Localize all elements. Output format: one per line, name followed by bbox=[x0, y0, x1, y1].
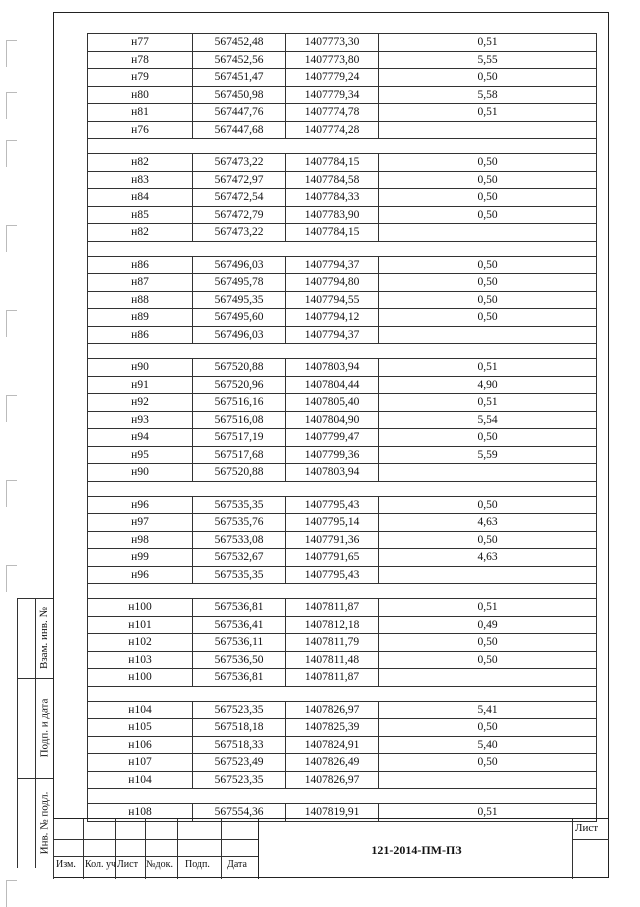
table-row bbox=[88, 496, 597, 514]
y-coord-cell: 1407791,65 bbox=[286, 549, 379, 567]
distance-cell: 0,51 bbox=[379, 104, 597, 122]
table-row bbox=[88, 154, 597, 172]
distance-cell: 0,50 bbox=[379, 256, 597, 274]
point-id-cell: н89 bbox=[88, 309, 193, 327]
distance-cell: 0,51 bbox=[379, 34, 597, 52]
distance-cell: 0,50 bbox=[379, 634, 597, 652]
distance-cell: 0,51 bbox=[379, 394, 597, 412]
y-coord-cell: 1407779,34 bbox=[286, 86, 379, 104]
distance-cell: 0,50 bbox=[379, 429, 597, 447]
distance-cell bbox=[379, 464, 597, 482]
distance-cell: 0,51 bbox=[379, 599, 597, 617]
distance-cell: 4,63 bbox=[379, 549, 597, 567]
y-coord-cell: 1407784,15 bbox=[286, 154, 379, 172]
sign-date-label: Подп. и дата bbox=[38, 698, 51, 758]
coordinates-table bbox=[87, 33, 597, 822]
y-coord-cell: 1407773,80 bbox=[286, 51, 379, 69]
distance-cell bbox=[379, 771, 597, 789]
table-row bbox=[88, 104, 597, 122]
point-id-cell: н84 bbox=[88, 189, 193, 207]
table-row bbox=[88, 701, 597, 719]
table-row bbox=[88, 651, 597, 669]
x-coord-cell: 567518,33 bbox=[193, 736, 286, 754]
x-coord-cell: 567536,81 bbox=[193, 599, 286, 617]
point-id-cell: н86 bbox=[88, 256, 193, 274]
x-coord-cell: 567536,81 bbox=[193, 669, 286, 687]
sheet-box bbox=[572, 819, 609, 879]
distance-cell: 0,50 bbox=[379, 531, 597, 549]
x-coord-cell: 567447,76 bbox=[193, 104, 286, 122]
sheet-label: Лист bbox=[575, 822, 599, 834]
point-id-cell: н97 bbox=[88, 514, 193, 532]
y-coord-cell: 1407803,94 bbox=[286, 359, 379, 377]
table-row bbox=[88, 754, 597, 772]
point-id-cell: н101 bbox=[88, 616, 193, 634]
point-id-cell: н95 bbox=[88, 446, 193, 464]
original-inv-label: Инв. № подл. bbox=[38, 791, 50, 855]
point-id-cell: н94 bbox=[88, 429, 193, 447]
x-coord-cell: 567473,22 bbox=[193, 154, 286, 172]
distance-cell: 5,54 bbox=[379, 411, 597, 429]
replaced-inv-label: Взам. инв. № bbox=[38, 607, 50, 669]
distance-cell: 4,90 bbox=[379, 376, 597, 394]
table-row bbox=[88, 599, 597, 617]
table-row bbox=[88, 719, 597, 737]
point-id-cell: н99 bbox=[88, 549, 193, 567]
x-coord-cell: 567516,08 bbox=[193, 411, 286, 429]
y-coord-cell: 1407804,90 bbox=[286, 411, 379, 429]
x-coord-cell: 567451,47 bbox=[193, 69, 286, 87]
x-coord-cell: 567472,79 bbox=[193, 206, 286, 224]
x-coord-cell: 567535,76 bbox=[193, 514, 286, 532]
table-row bbox=[88, 256, 597, 274]
y-coord-cell: 1407811,87 bbox=[286, 669, 379, 687]
distance-cell: 0,50 bbox=[379, 719, 597, 737]
distance-cell bbox=[379, 121, 597, 139]
table-row bbox=[88, 514, 597, 532]
distance-cell: 5,55 bbox=[379, 51, 597, 69]
x-coord-cell: 567532,67 bbox=[193, 549, 286, 567]
point-id-cell: н83 bbox=[88, 171, 193, 189]
point-id-cell: н77 bbox=[88, 34, 193, 52]
distance-cell: 0,49 bbox=[379, 616, 597, 634]
table-row bbox=[88, 376, 597, 394]
x-coord-cell: 567536,41 bbox=[193, 616, 286, 634]
distance-cell: 5,59 bbox=[379, 446, 597, 464]
y-coord-cell: 1407825,39 bbox=[286, 719, 379, 737]
point-id-cell: н108 bbox=[88, 804, 193, 822]
y-coord-cell: 1407805,40 bbox=[286, 394, 379, 412]
y-coord-cell: 1407826,97 bbox=[286, 701, 379, 719]
table-row bbox=[88, 291, 597, 309]
point-id-cell: н76 bbox=[88, 121, 193, 139]
stamp-header-date: Дата bbox=[227, 859, 247, 870]
stamp-header-sign: Подп. bbox=[185, 859, 210, 870]
table-row bbox=[88, 446, 597, 464]
x-coord-cell: 567495,35 bbox=[193, 291, 286, 309]
point-id-cell: н91 bbox=[88, 376, 193, 394]
distance-cell: 4,63 bbox=[379, 514, 597, 532]
table-row bbox=[88, 224, 597, 242]
point-id-cell: н103 bbox=[88, 651, 193, 669]
distance-cell bbox=[379, 566, 597, 584]
x-coord-cell: 567554,36 bbox=[193, 804, 286, 822]
point-id-cell: н85 bbox=[88, 206, 193, 224]
distance-cell: 0,50 bbox=[379, 754, 597, 772]
y-coord-cell: 1407811,79 bbox=[286, 634, 379, 652]
table-row bbox=[88, 359, 597, 377]
separator-row bbox=[88, 584, 597, 599]
point-id-cell: н93 bbox=[88, 411, 193, 429]
table-row bbox=[88, 616, 597, 634]
y-coord-cell: 1407826,49 bbox=[286, 754, 379, 772]
x-coord-cell: 567535,35 bbox=[193, 566, 286, 584]
x-coord-cell: 567520,88 bbox=[193, 359, 286, 377]
x-coord-cell: 567520,88 bbox=[193, 464, 286, 482]
x-coord-cell: 567517,68 bbox=[193, 446, 286, 464]
x-coord-cell: 567450,98 bbox=[193, 86, 286, 104]
table-row bbox=[88, 51, 597, 69]
table-row bbox=[88, 171, 597, 189]
y-coord-cell: 1407779,24 bbox=[286, 69, 379, 87]
y-coord-cell: 1407795,14 bbox=[286, 514, 379, 532]
table-row bbox=[88, 274, 597, 292]
point-id-cell: н88 bbox=[88, 291, 193, 309]
point-id-cell: н82 bbox=[88, 224, 193, 242]
stamp-header-list: Лист bbox=[117, 859, 138, 870]
distance-cell: 0,51 bbox=[379, 804, 597, 822]
table-row bbox=[88, 394, 597, 412]
distance-cell: 5,41 bbox=[379, 701, 597, 719]
distance-cell: 0,50 bbox=[379, 189, 597, 207]
point-id-cell: н104 bbox=[88, 701, 193, 719]
separator-row bbox=[88, 139, 597, 154]
point-id-cell: н105 bbox=[88, 719, 193, 737]
y-coord-cell: 1407794,80 bbox=[286, 274, 379, 292]
y-coord-cell: 1407794,37 bbox=[286, 256, 379, 274]
point-id-cell: н79 bbox=[88, 69, 193, 87]
y-coord-cell: 1407824,91 bbox=[286, 736, 379, 754]
point-id-cell: н100 bbox=[88, 599, 193, 617]
x-coord-cell: 567517,19 bbox=[193, 429, 286, 447]
distance-cell: 0,50 bbox=[379, 69, 597, 87]
y-coord-cell: 1407795,43 bbox=[286, 566, 379, 584]
x-coord-cell: 567496,03 bbox=[193, 326, 286, 344]
x-coord-cell: 567523,35 bbox=[193, 771, 286, 789]
point-id-cell: н107 bbox=[88, 754, 193, 772]
y-coord-cell: 1407799,36 bbox=[286, 446, 379, 464]
y-coord-cell: 1407774,78 bbox=[286, 104, 379, 122]
distance-cell: 0,50 bbox=[379, 309, 597, 327]
x-coord-cell: 567495,60 bbox=[193, 309, 286, 327]
distance-cell: 0,50 bbox=[379, 154, 597, 172]
distance-cell: 0,50 bbox=[379, 206, 597, 224]
table-row bbox=[88, 566, 597, 584]
y-coord-cell: 1407812,18 bbox=[286, 616, 379, 634]
distance-cell: 0,51 bbox=[379, 359, 597, 377]
side-stamp bbox=[17, 598, 53, 868]
table-row bbox=[88, 634, 597, 652]
table-row bbox=[88, 34, 597, 52]
table-row bbox=[88, 309, 597, 327]
x-coord-cell: 567516,16 bbox=[193, 394, 286, 412]
x-coord-cell: 567523,35 bbox=[193, 701, 286, 719]
distance-cell: 0,50 bbox=[379, 496, 597, 514]
table-row bbox=[88, 411, 597, 429]
x-coord-cell: 567472,97 bbox=[193, 171, 286, 189]
x-coord-cell: 567536,50 bbox=[193, 651, 286, 669]
x-coord-cell: 567523,49 bbox=[193, 754, 286, 772]
distance-cell: 0,50 bbox=[379, 171, 597, 189]
y-coord-cell: 1407819,91 bbox=[286, 804, 379, 822]
distance-cell bbox=[379, 224, 597, 242]
point-id-cell: н86 bbox=[88, 326, 193, 344]
table-row bbox=[88, 69, 597, 87]
y-coord-cell: 1407783,90 bbox=[286, 206, 379, 224]
point-id-cell: н104 bbox=[88, 771, 193, 789]
table-row bbox=[88, 669, 597, 687]
x-coord-cell: 567447,68 bbox=[193, 121, 286, 139]
y-coord-cell: 1407774,28 bbox=[286, 121, 379, 139]
y-coord-cell: 1407784,15 bbox=[286, 224, 379, 242]
distance-cell: 0,50 bbox=[379, 291, 597, 309]
x-coord-cell: 567452,48 bbox=[193, 34, 286, 52]
point-id-cell: н78 bbox=[88, 51, 193, 69]
x-coord-cell: 567472,54 bbox=[193, 189, 286, 207]
point-id-cell: н82 bbox=[88, 154, 193, 172]
point-id-cell: н90 bbox=[88, 359, 193, 377]
distance-cell bbox=[379, 326, 597, 344]
y-coord-cell: 1407811,87 bbox=[286, 599, 379, 617]
stamp-header-kol: Кол. уч bbox=[85, 859, 117, 870]
point-id-cell: н100 bbox=[88, 669, 193, 687]
distance-cell: 0,50 bbox=[379, 651, 597, 669]
point-id-cell: н98 bbox=[88, 531, 193, 549]
x-coord-cell: 567495,78 bbox=[193, 274, 286, 292]
table-row bbox=[88, 771, 597, 789]
separator-row bbox=[88, 481, 597, 496]
title-block bbox=[53, 818, 609, 878]
distance-cell: 0,50 bbox=[379, 274, 597, 292]
point-id-cell: н87 bbox=[88, 274, 193, 292]
stamp-header-izm: Изм. bbox=[56, 859, 76, 870]
table-row bbox=[88, 86, 597, 104]
table-row bbox=[88, 206, 597, 224]
x-coord-cell: 567452,56 bbox=[193, 51, 286, 69]
x-coord-cell: 567533,08 bbox=[193, 531, 286, 549]
point-id-cell: н96 bbox=[88, 566, 193, 584]
table-row bbox=[88, 326, 597, 344]
y-coord-cell: 1407811,48 bbox=[286, 651, 379, 669]
y-coord-cell: 1407794,55 bbox=[286, 291, 379, 309]
table-row bbox=[88, 189, 597, 207]
separator-row bbox=[88, 789, 597, 804]
distance-cell: 5,58 bbox=[379, 86, 597, 104]
point-id-cell: н106 bbox=[88, 736, 193, 754]
point-id-cell: н92 bbox=[88, 394, 193, 412]
table-row bbox=[88, 736, 597, 754]
x-coord-cell: 567518,18 bbox=[193, 719, 286, 737]
y-coord-cell: 1407826,97 bbox=[286, 771, 379, 789]
stamp-header-doc: №док. bbox=[146, 859, 173, 870]
point-id-cell: н80 bbox=[88, 86, 193, 104]
point-id-cell: н90 bbox=[88, 464, 193, 482]
x-coord-cell: 567473,22 bbox=[193, 224, 286, 242]
distance-cell bbox=[379, 669, 597, 687]
y-coord-cell: 1407804,44 bbox=[286, 376, 379, 394]
point-id-cell: н96 bbox=[88, 496, 193, 514]
table-row bbox=[88, 429, 597, 447]
separator-row bbox=[88, 686, 597, 701]
x-coord-cell: 567520,96 bbox=[193, 376, 286, 394]
document-code: 121-2014-ПМ-ПЗ bbox=[371, 843, 462, 857]
table-row bbox=[88, 121, 597, 139]
distance-cell: 5,40 bbox=[379, 736, 597, 754]
y-coord-cell: 1407784,33 bbox=[286, 189, 379, 207]
x-coord-cell: 567536,11 bbox=[193, 634, 286, 652]
table-row bbox=[88, 549, 597, 567]
y-coord-cell: 1407795,43 bbox=[286, 496, 379, 514]
x-coord-cell: 567496,03 bbox=[193, 256, 286, 274]
table-row bbox=[88, 531, 597, 549]
point-id-cell: н81 bbox=[88, 104, 193, 122]
x-coord-cell: 567535,35 bbox=[193, 496, 286, 514]
y-coord-cell: 1407791,36 bbox=[286, 531, 379, 549]
y-coord-cell: 1407773,30 bbox=[286, 34, 379, 52]
point-id-cell: н102 bbox=[88, 634, 193, 652]
separator-row bbox=[88, 344, 597, 359]
y-coord-cell: 1407784,58 bbox=[286, 171, 379, 189]
separator-row bbox=[88, 241, 597, 256]
y-coord-cell: 1407799,47 bbox=[286, 429, 379, 447]
y-coord-cell: 1407794,37 bbox=[286, 326, 379, 344]
y-coord-cell: 1407794,12 bbox=[286, 309, 379, 327]
table-row bbox=[88, 464, 597, 482]
y-coord-cell: 1407803,94 bbox=[286, 464, 379, 482]
